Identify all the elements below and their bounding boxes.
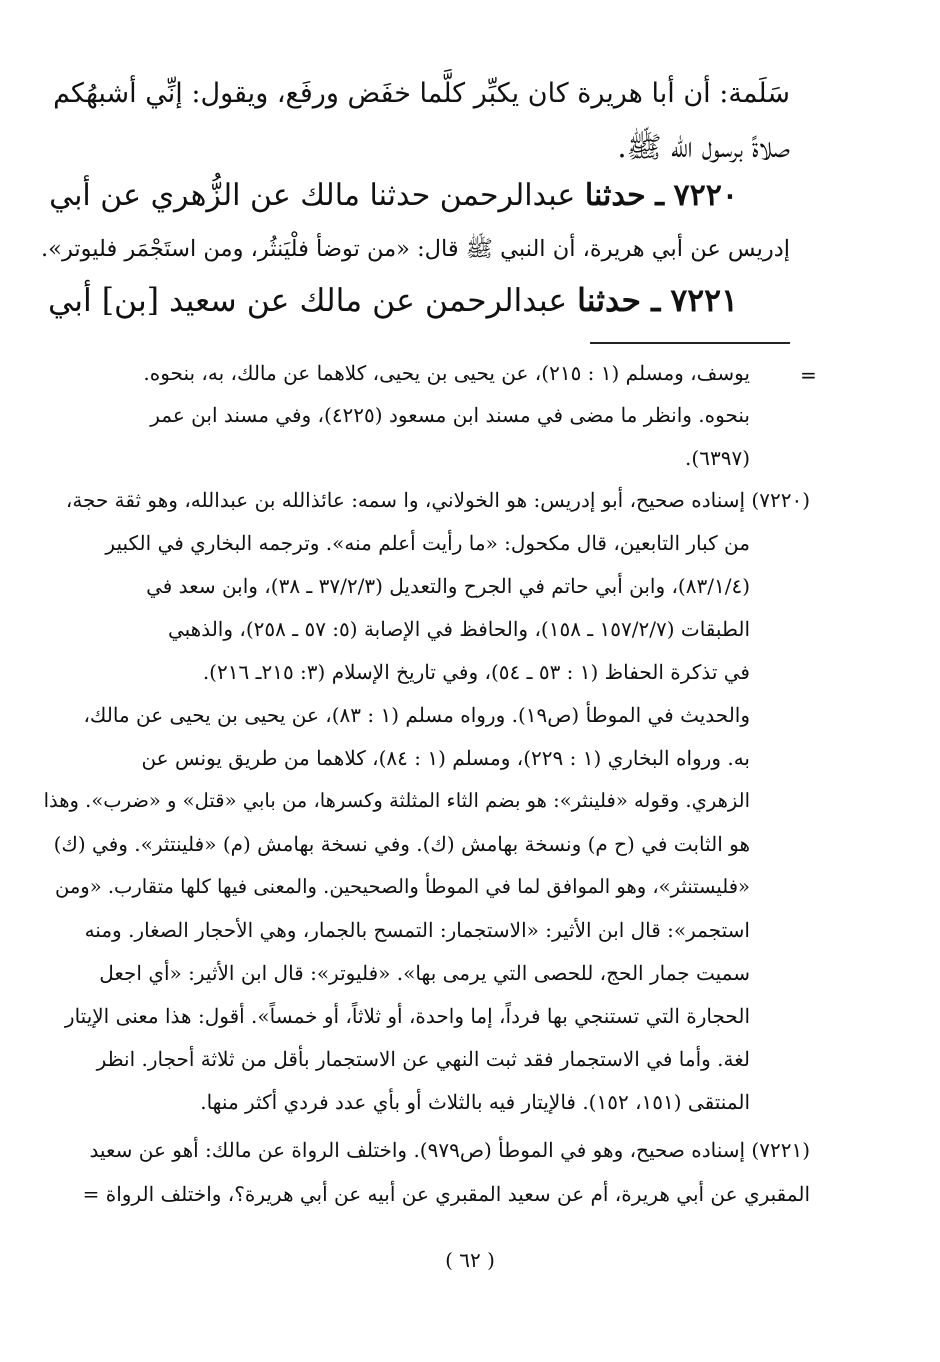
footnote-line: «فليستنثر»، وهو الموافق لما في الموطأ والصحيحين. والمعنى فيها كلها متقارب. «ومن (54, 875, 750, 898)
main-text-line: سَلَمة: أن أبا هريرة كان يكبِّر كلَّما خفَض ورفَع، ويقول: إنِّي أشبهُكم (53, 78, 790, 109)
footnote-line: الحجارة التي تستنجي بها فرداً، إما واحدة، أو ثلاثاً، أو خمساً». أقول: هذا معنى الإيتار (64, 1004, 750, 1028)
footnote-line: (٦٣٩٧). (685, 446, 750, 470)
hadith-number: ٧٢٢٠ (673, 178, 738, 213)
footnote-line: استجمر»: قال ابن الأثير: «الاستجمار: التمسح بالجمار، وهي الأحجار الصغار. ومنه (84, 918, 750, 942)
hadith-text: عبدالرحمن عن مالك عن سعيد [بن] أبي (47, 283, 568, 319)
hadith-lead: حدثنا (577, 282, 642, 319)
footnote-line: (٧٢٢٠) إسناده صحيح، أبو إدريس: هو الخولاني، وا سمه: عائذالله بن عبدالله، وهو ثقة حجة، (65, 488, 810, 512)
hadith-number: ٧٢٢١ (670, 282, 738, 319)
footnote-line: في تذكرة الحفاظ (١ : ٥٣ ـ ٥٤)، وفي تاريخ الإسلام (٣: ٢١٥ـ ٢١٦). (202, 660, 750, 684)
footnote-line: والحديث في الموطأ (ص١٩). ورواه مسلم (١ : ٨٣)، عن يحيى بن يحيى عن مالك، (83, 703, 750, 727)
footnote-divider (590, 342, 790, 344)
hadith-lead: حدثنا (584, 178, 646, 213)
main-text-line: صلاةً برسول الله ﷺ. (617, 130, 790, 164)
continuation-mark: = (800, 363, 817, 387)
hadith-dash: ـ (651, 282, 661, 319)
footnote-line: سميت جمار الحج، للحصى التي يرمى بها». «فليوتر»: قال ابن الأثير: «أي اجعل (99, 961, 750, 985)
hadith-text: عبدالرحمن حدثنا مالك عن الزُّهري عن أبي (49, 178, 576, 213)
footnote-line: (٧٢٢١) إسناده صحيح، وهو في الموطأ (ص٩٧٩). واختلف الرواة عن مالك: أهو عن سعيد (89, 1138, 810, 1162)
footnote-line: به. ورواه البخاري (١ : ٢٢٩)، ومسلم (١ : ٨٤)، كلاهما من طريق يونس عن (141, 746, 750, 770)
footnote-line: من كبار التابعين، قال مكحول: «ما رأيت أعلم منه». وترجمه البخاري في الكبير (105, 531, 750, 555)
footnote-line: هو الثابت في (ح م) ونسخة بهامش (ك). وفي نسخة بهامش (م) «فلينتثر». وفي (ك) (53, 832, 750, 856)
footnote-line: المنتقى (١٥١، ١٥٢). فالإيتار فيه بالثلاث أو بأي عدد فردي أكثر منها. (200, 1090, 750, 1114)
hadith-7221-line (48, 282, 738, 319)
page-number: ( ٦٢ ) (445, 1248, 495, 1272)
footnote-line: الطبقات (١٥٧/٢/٧ ـ ١٥٨)، والحافظ في الإصابة (٥: ٥٧ ـ ٢٥٨)، والذهبي (167, 617, 750, 641)
hadith-7220-line (49, 178, 738, 213)
footnote-line: يوسف، ومسلم (١ : ٢١٥)، عن يحيى بن يحيى، كلاهما عن مالك، به، بنحوه. (143, 361, 750, 385)
hadith-dash: ـ (655, 178, 664, 213)
footnote-line: لغة. وأما في الاستجمار فقد ثبت النهي عن الاستجمار بأقل من ثلاثة أحجار. انظر (96, 1047, 750, 1071)
footnote-line: الزهري. وقوله «فلينثر»: هو بضم الثاء المثلثة وكسرها، من بابي «قتل» و «ضرب». وهذا (43, 789, 750, 812)
footnote-line: بنحوه. وانظر ما مضى في مسند ابن مسعود (٤٢٢٥)، وفي مسند ابن عمر (150, 403, 750, 427)
footnote-line: (٨٣/١/٤)، وابن أبي حاتم في الجرح والتعديل (٣٧/٢/٣ ـ ٣٨)، وابن سعد في (146, 574, 750, 598)
hadith-7220-continuation: إدريس عن أبي هريرة، أن النبي ﷺ قال: «من توضأ فلْيَنثُر، ومن استَجْمَر فليوتر». (41, 236, 790, 262)
footnote-line: المقبري عن أبي هريرة، أم عن سعيد المقبري عن أبيه عن أبي هريرة؟، واختلف الرواة = (82, 1182, 810, 1206)
